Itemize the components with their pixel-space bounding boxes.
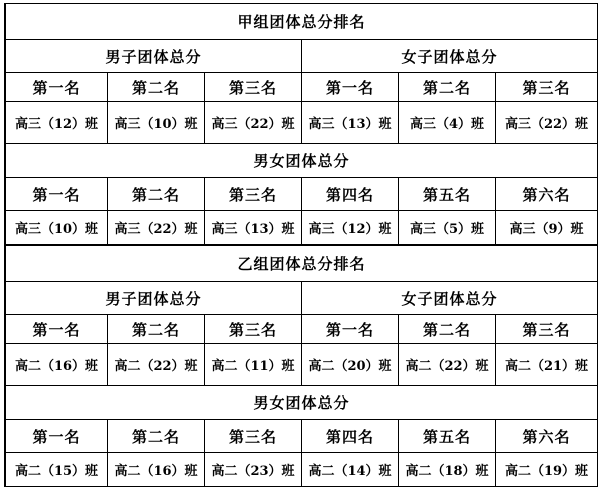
group-a-mixed-rank-row bbox=[6, 178, 598, 211]
class-result: 高三（10）班 bbox=[6, 211, 108, 245]
class-result: 高二（19）班 bbox=[496, 453, 598, 487]
rank-label: 第一名 bbox=[302, 315, 399, 344]
group-a-result-row bbox=[6, 102, 598, 144]
class-result: 高三（13）班 bbox=[205, 211, 302, 245]
class-result: 高三（12）班 bbox=[302, 211, 399, 245]
class-result: 高三（22）班 bbox=[205, 102, 302, 144]
group-b-male-header: 男子团体总分 bbox=[6, 282, 302, 315]
class-result: 高三（22）班 bbox=[496, 102, 598, 144]
group-a-mixed-result-row bbox=[6, 211, 598, 245]
class-result: 高二（23）班 bbox=[205, 453, 302, 487]
rank-label: 第五名 bbox=[399, 420, 496, 453]
class-result: 高三（12）班 bbox=[6, 102, 108, 144]
group-b-mixed-rank-row bbox=[6, 420, 598, 453]
group-a-ranking-table bbox=[5, 3, 598, 245]
rank-label: 第三名 bbox=[205, 420, 302, 453]
class-result: 高二（16）班 bbox=[108, 453, 205, 487]
class-result: 高三（4）班 bbox=[399, 102, 496, 144]
group-a-female-header: 女子团体总分 bbox=[302, 40, 598, 73]
rank-label: 第二名 bbox=[108, 178, 205, 211]
rank-label: 第三名 bbox=[205, 73, 302, 102]
class-result: 高三（13）班 bbox=[302, 102, 399, 144]
rank-label: 第二名 bbox=[108, 420, 205, 453]
group-a-mixed-header: 男女团体总分 bbox=[6, 144, 598, 178]
rank-label: 第六名 bbox=[496, 178, 598, 211]
group-b-mixed-result-row bbox=[6, 453, 598, 487]
rank-label: 第一名 bbox=[6, 73, 108, 102]
rank-label: 第六名 bbox=[496, 420, 598, 453]
rank-label: 第一名 bbox=[302, 73, 399, 102]
class-result: 高二（22）班 bbox=[108, 344, 205, 386]
class-result: 高二（16）班 bbox=[6, 344, 108, 386]
group-a-section-row bbox=[6, 40, 598, 73]
group-b-rank-row bbox=[6, 315, 598, 344]
rank-label: 第三名 bbox=[496, 73, 598, 102]
group-b-title-row bbox=[6, 246, 598, 282]
group-a-rank-row bbox=[6, 73, 598, 102]
rank-label: 第四名 bbox=[302, 420, 399, 453]
group-a-title: 甲组团体总分排名 bbox=[6, 4, 598, 40]
rank-label: 第一名 bbox=[6, 315, 108, 344]
class-result: 高二（20）班 bbox=[302, 344, 399, 386]
rank-label: 第三名 bbox=[496, 315, 598, 344]
rank-label: 第三名 bbox=[205, 178, 302, 211]
rank-label: 第四名 bbox=[302, 178, 399, 211]
class-result: 高二（18）班 bbox=[399, 453, 496, 487]
group-b-mixed-header: 男女团体总分 bbox=[6, 386, 598, 420]
class-result: 高二（15）班 bbox=[6, 453, 108, 487]
group-a-mixed-header-row bbox=[6, 144, 598, 178]
group-b-result-row bbox=[6, 344, 598, 386]
class-result: 高三（9）班 bbox=[496, 211, 598, 245]
class-result: 高二（22）班 bbox=[399, 344, 496, 386]
class-result: 高二（11）班 bbox=[205, 344, 302, 386]
group-b-ranking-table bbox=[5, 245, 598, 487]
class-result: 高三（5）班 bbox=[399, 211, 496, 245]
rank-label: 第二名 bbox=[108, 73, 205, 102]
rank-label: 第一名 bbox=[6, 178, 108, 211]
rank-label: 第五名 bbox=[399, 178, 496, 211]
group-a-title-row bbox=[6, 4, 598, 40]
rank-label: 第一名 bbox=[6, 420, 108, 453]
class-result: 高三（10）班 bbox=[108, 102, 205, 144]
group-b-mixed-header-row bbox=[6, 386, 598, 420]
class-result: 高二（14）班 bbox=[302, 453, 399, 487]
rank-label: 第三名 bbox=[205, 315, 302, 344]
group-b-section-row bbox=[6, 282, 598, 315]
rank-label: 第二名 bbox=[399, 315, 496, 344]
class-result: 高二（21）班 bbox=[496, 344, 598, 386]
class-result: 高三（22）班 bbox=[108, 211, 205, 245]
group-a-male-header: 男子团体总分 bbox=[6, 40, 302, 73]
group-b-female-header: 女子团体总分 bbox=[302, 282, 598, 315]
rank-label: 第二名 bbox=[108, 315, 205, 344]
rank-label: 第二名 bbox=[399, 73, 496, 102]
group-b-title: 乙组团体总分排名 bbox=[6, 246, 598, 282]
